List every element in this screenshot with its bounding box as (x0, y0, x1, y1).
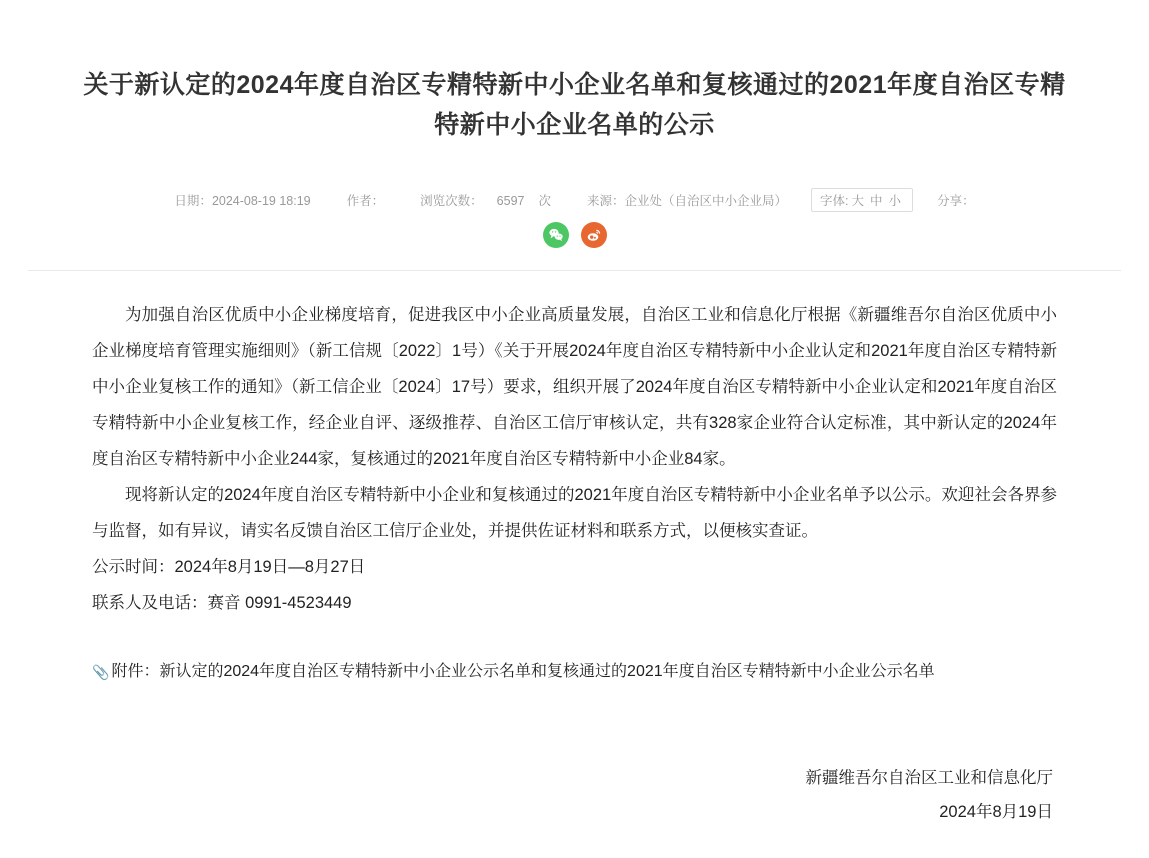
signature-date: 2024年8月19日 (939, 802, 1053, 821)
article-paragraph-1: 为加强自治区优质中小企业梯度培育，促进我区中小企业高质量发展，自治区工业和信息化厅根据《新疆维吾尔自治区优质中小企业梯度培育管理实施细则》（新工信规〔2022〕1号）《关于开展2024年度自治区专精特新中小企业认定和2021年度自治区专精特新中小企业复核工作的通知》（新工信企业〔2024〕17号）要求，组织开展了2024年度自治区专精特新中小企业认定和2021年度自治区专精特新中小企业复核工作，经企业自评、逐级推荐、自治区工信厅审核认定，共有328家企业符合认定标准，其中新认定的2024年度自治区专精特新中小企业244家，复核通过的2021年度自治区专精特新中小企业84家。 (92, 305, 1057, 468)
font-size-label: 字体: (820, 193, 849, 208)
font-size-control[interactable] (811, 188, 913, 212)
meta-share-label: 分享： (937, 193, 975, 208)
meta-views-unit: 次 (538, 193, 551, 208)
signature-block (0, 687, 1149, 829)
meta-views (402, 191, 569, 209)
attachment-link[interactable]: 新认定的2024年度自治区专精特新中小企业公示名单和复核通过的2021年度自治区专精特新中小企业公示名单 (159, 662, 935, 680)
attachment-label (111, 657, 159, 687)
meta-source (569, 191, 805, 209)
share-buttons (0, 212, 1149, 248)
attachment-label-text: 附件： (111, 662, 160, 680)
meta-date-label: 日期： (174, 193, 212, 208)
wechat-icon[interactable] (543, 222, 569, 248)
meta-author-label: 作者： (346, 193, 385, 208)
font-size-small-button[interactable]: 小 (888, 193, 902, 208)
meta-author (329, 191, 403, 209)
signature-org: 新疆维吾尔自治区工业和信息化厅 (805, 768, 1053, 787)
article-body (0, 271, 1149, 621)
article-paragraph-2: 现将新认定的2024年度自治区专精特新中小企业和复核通过的2021年度自治区专精特新中小企业名单予以公示。欢迎社会各界参与监督，如有异议，请实名反馈自治区工信厅企业处，并提供佐证材料和联系方式，以便核实查证。 (92, 485, 1057, 540)
font-size-large-button[interactable]: 大 (851, 193, 865, 208)
article-paragraph-3: 公示时间：2024年8月19日—8月27日 (92, 557, 366, 576)
article-paragraph-4: 联系人及电话：赛音 0991-4523449 (92, 593, 352, 612)
page-title: 关于新认定的2024年度自治区专精特新中小企业名单和复核通过的2021年度自治区专精特新中小企业名单的公示 (83, 70, 1066, 139)
attachment-row (0, 621, 1149, 687)
meta-source-label: 来源： (587, 193, 625, 208)
meta-source-value: 企业处（自治区中小企业局） (624, 193, 788, 208)
meta-date (156, 191, 328, 209)
article-meta-bar (0, 172, 1149, 212)
weibo-icon[interactable] (581, 222, 607, 248)
paperclip-icon: 📎 (92, 663, 110, 680)
meta-views-label: 浏览次数： (420, 193, 483, 208)
meta-date-value: 2024-08-19 18:19 (211, 193, 311, 208)
meta-views-count: 6597 (496, 193, 525, 208)
font-size-medium-button[interactable]: 中 (870, 193, 883, 208)
